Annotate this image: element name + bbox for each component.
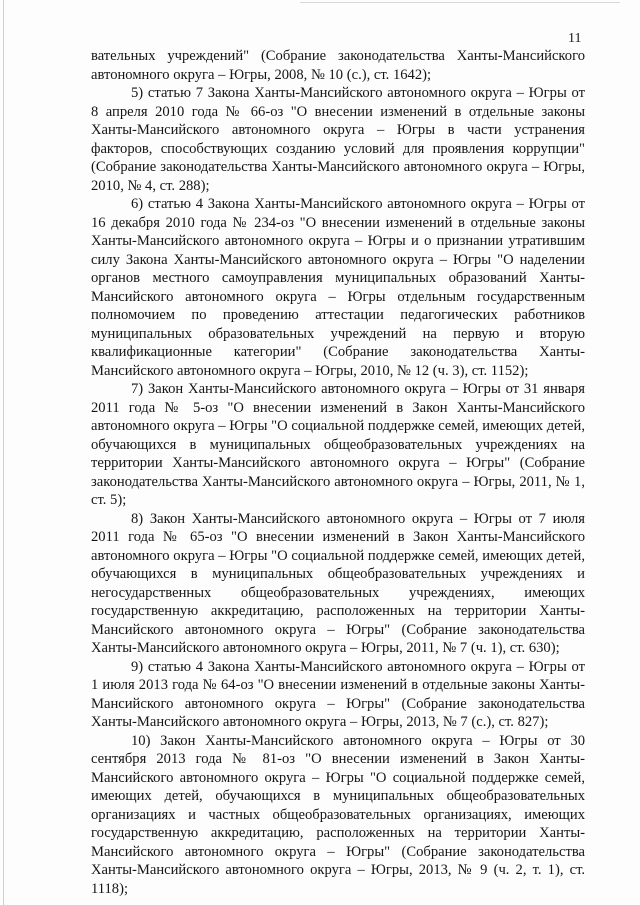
- paragraph-item-9: 9) статью 4 Закона Ханты-Мансийского автономного округа – Югры от 1 июля 2013 года № 64-оз "О внесении изменений в отдельные законы Ханты-Мансийского автономного округа – Югры" (Собрание законодательства Ханты-Мансийского автономного округа – Югры, 2013, № 7 (с.), ст. 827);: [91, 658, 585, 730]
- document-body: [91, 47, 585, 898]
- scan-edge-line: [300, 2, 620, 3]
- scan-edge-line: [3, 0, 4, 905]
- paragraph-item-7: 7) Закон Ханты-Мансийского автономного округа – Югры от 31 января 2011 года № 5-оз "О внесении изменений в Закон Ханты-Мансийского автономного округа – Югры "О социальной поддержке семей, имеющих детей, обучающихся в муниципальных общеобразовательных учреждениях на территории Ханты-Мансийского автономного округа – Югры" (Собрание законодательства Ханты-Мансийского автономного округа – Югры, 2011, № 1, ст. 5);: [91, 381, 585, 508]
- page-number: 11: [568, 31, 582, 46]
- paragraph-item-5: 5) статью 7 Закона Ханты-Мансийского автономного округа – Югры от 8 апреля 2010 года № 66-оз "О внесении изменений в отдельные законы Ханты-Мансийского автономного округа – Югры в части устранения факторов, способствующих созданию условий для проявления коррупции" (Собрание законодательства Ханты-Мансийского автономного округа – Югры, 2010, № 4, ст. 288);: [91, 85, 585, 194]
- paragraph-continuation: вательных учреждений" (Собрание законодательства Ханты-Мансийского автономного округа – Югры, 2008, № 10 (с.), ст. 1642);: [91, 48, 585, 83]
- paragraph-item-6: 6) статью 4 Закона Ханты-Мансийского автономного округа – Югры от 16 декабря 2010 года № 234-оз "О внесении изменений в отдельные законы Ханты-Мансийского автономного округа – Югры и о признании утратившим силу Закона Ханты-Мансийского автономного округа – Югры "О наделении органов местного самоуправления муниципальных образований Ханты-Мансийского автономного округа – Югры отдельным государственным полномочием по проведению аттестации педагогических работников муниципальных образовательных учреждений на первую и вторую квалификационные категории" (Собрание законодательства Ханты-Мансийского автономного округа – Югры, 2010, № 12 (ч. 3), ст. 1152);: [91, 196, 585, 379]
- paragraph-item-10: 10) Закон Ханты-Мансийского автономного округа – Югры от 30 сентября 2013 года № 81-оз "О внесении изменений в Закон Ханты-Мансийского автономного округа – Югры "О социальной поддержке семей, имеющих детей, обучающихся в муниципальных общеобразовательных организациях и частных общеобразовательных организациях, имеющих государственную аккредитацию, расположенных на территории Ханты-Мансийского автономного округа – Югры" (Собрание законодательства Ханты-Мансийского автономного округа – Югры, 2013, № 9 (ч. 2, т. 1), ст. 1118);: [91, 732, 585, 897]
- paragraph-item-8: 8) Закон Ханты-Мансийского автономного округа – Югры от 7 июля 2011 года № 65-оз "О внесении изменений в Закон Ханты-Мансийского автономного округа – Югры "О социальной поддержке семей, имеющих детей, обучающихся в муниципальных общеобразовательных учреждениях и негосударственных общеобразовательных учреждениях, имеющих государственную аккредитацию, расположенных на территории Ханты-Мансийского автономного округа – Югры" (Собрание законодательства Ханты-Мансийского автономного округа – Югры, 2011, № 7 (ч. 1), ст. 630);: [91, 510, 585, 656]
